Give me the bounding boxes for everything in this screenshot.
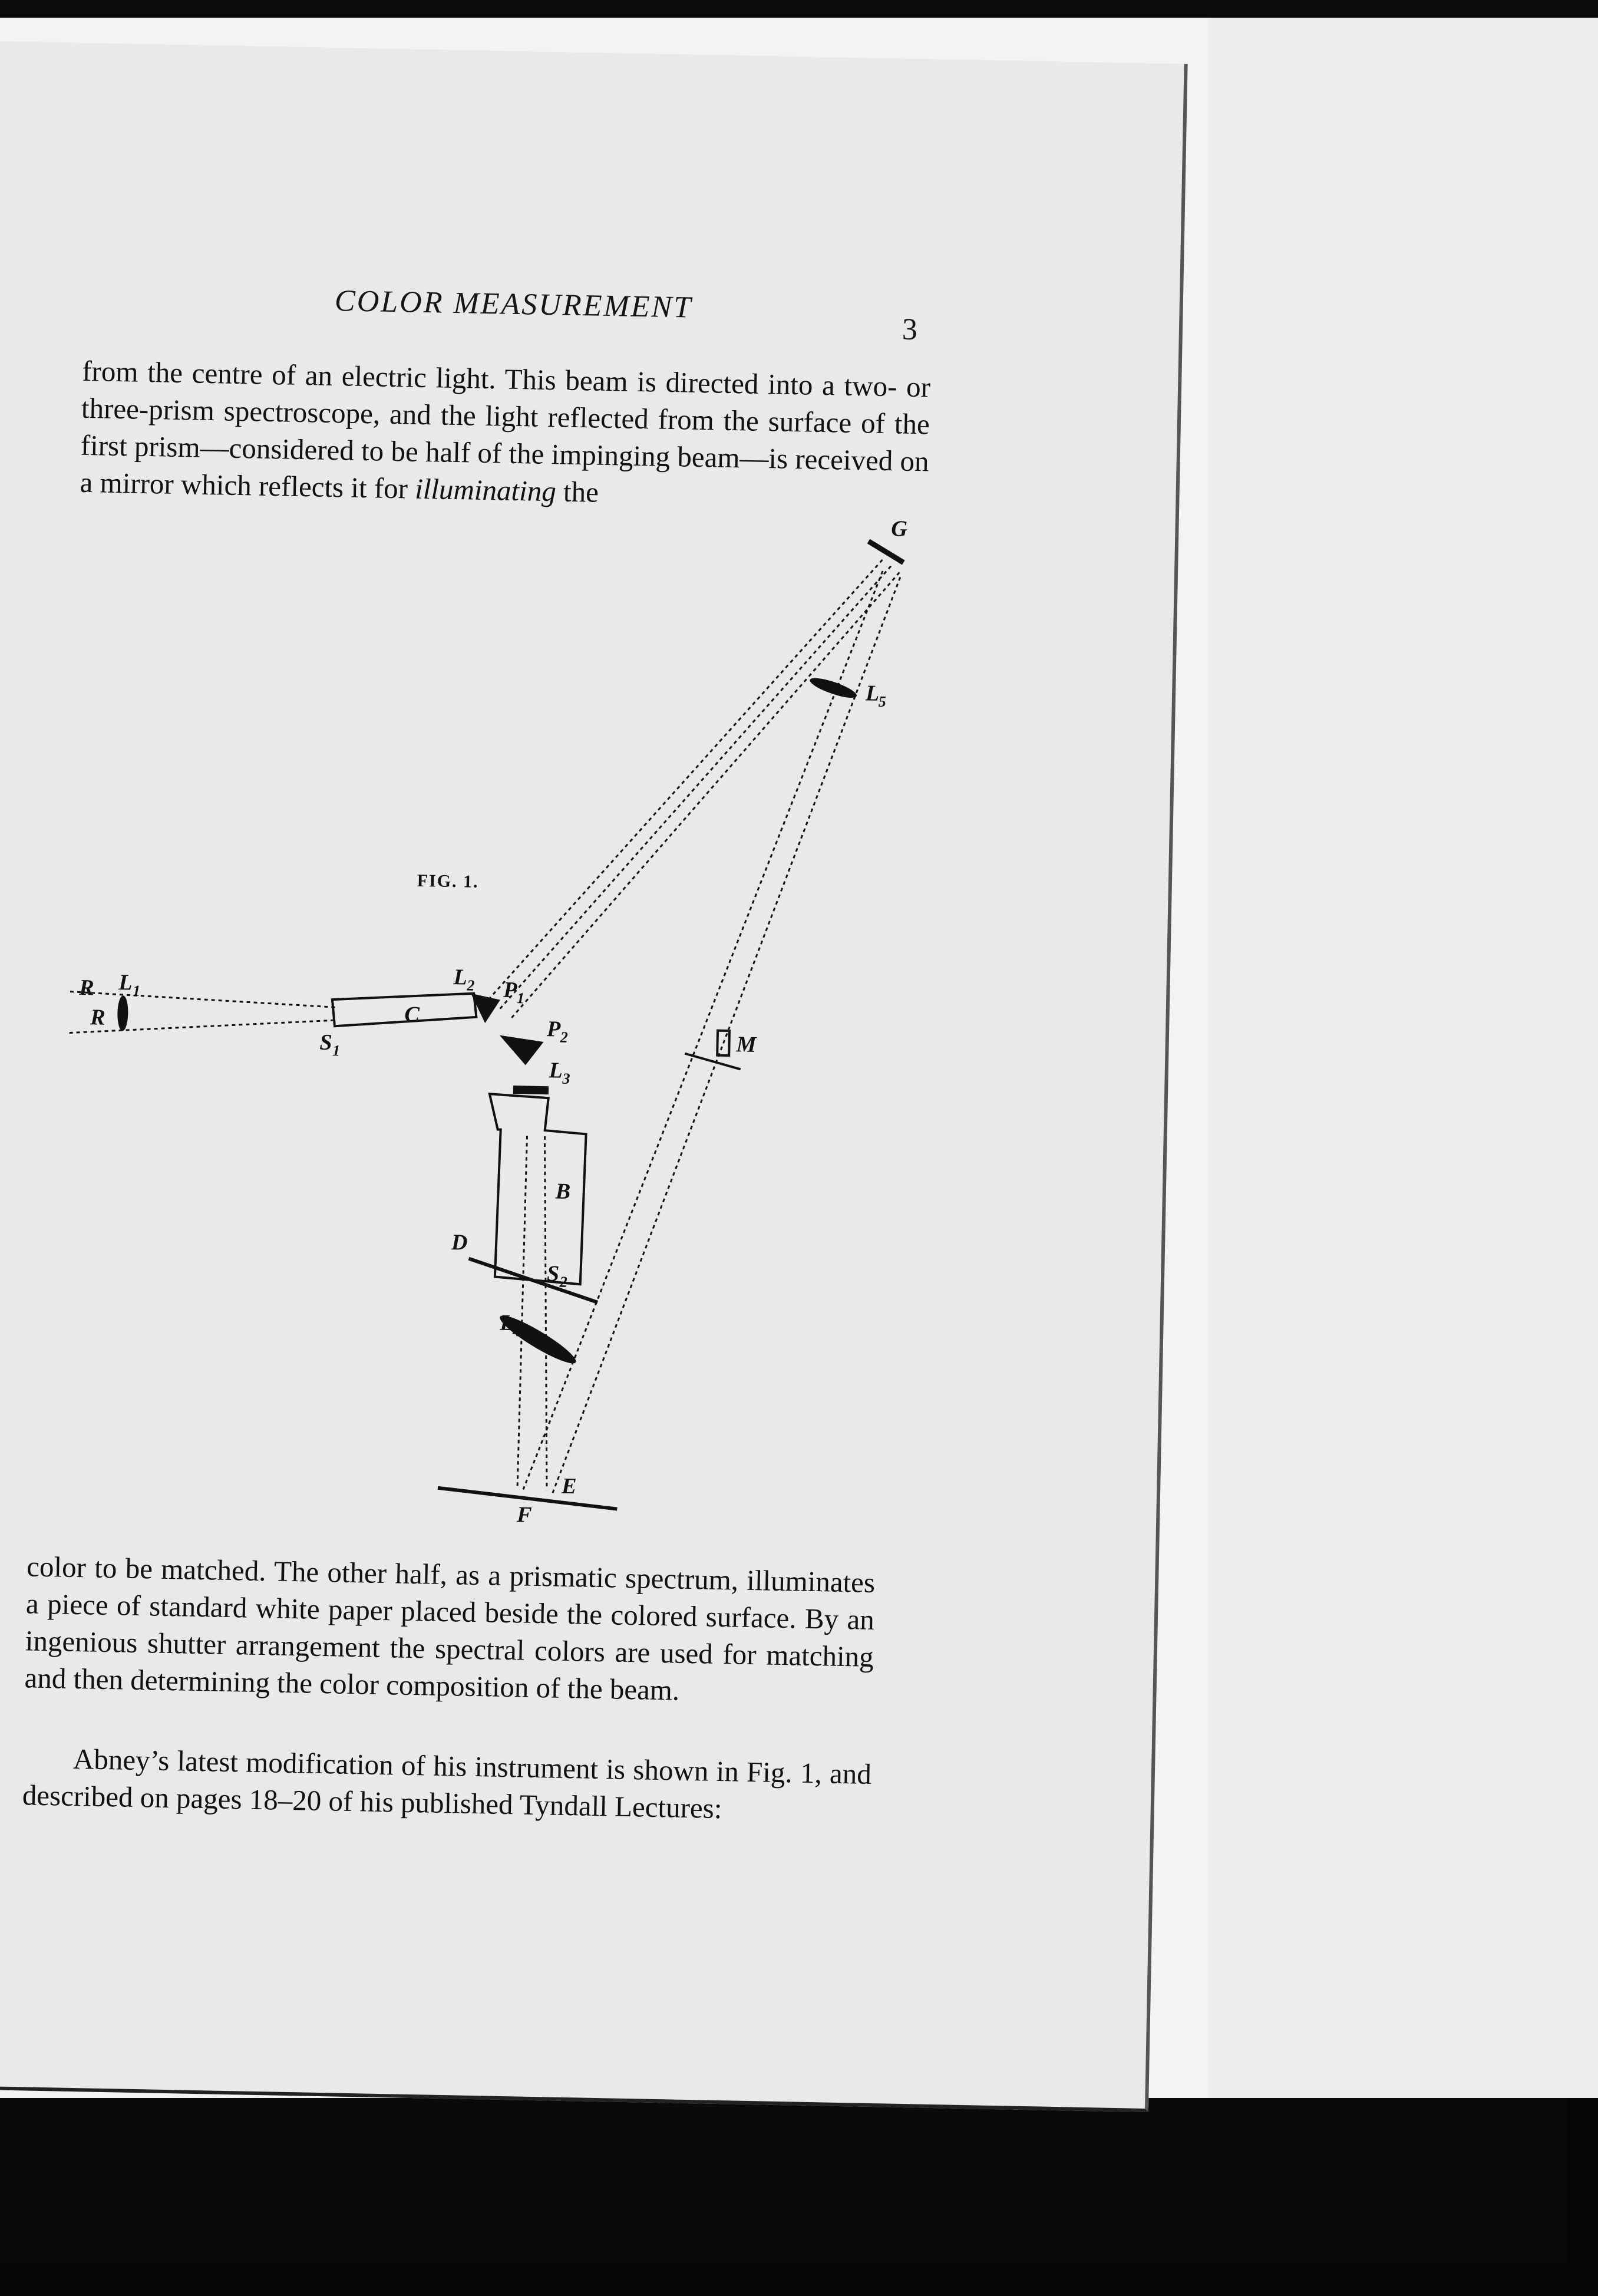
paragraph-2: color to be matched. The other half, as a prismatic spectrum, illuminates a piece of standard white paper placed beside the colored surface. By an ingenious shutter arrangement the spectral colors are used for matching and then determining the color composition of the beam. [24, 1550, 876, 1707]
label-r: R [78, 975, 94, 1001]
label-b: B [555, 1179, 571, 1204]
label-l2-sub: 2 [467, 977, 475, 994]
beam-prism-to-mirror-3 [511, 564, 900, 1025]
page-number: 3 [902, 312, 918, 347]
label-l3: L [549, 1058, 563, 1083]
label-d: D [451, 1230, 468, 1255]
label-l1: L [118, 970, 133, 995]
label-p1: P [503, 977, 517, 1003]
label-l3-sub: 3 [562, 1070, 570, 1087]
label-l2: L [453, 965, 468, 990]
book-page [0, 41, 1188, 2112]
shutter-m-stand [685, 1054, 741, 1070]
box-b [486, 1094, 587, 1284]
label-s2-sub: 2 [559, 1273, 568, 1291]
screen-d [468, 1259, 598, 1302]
label-l4: L [500, 1310, 514, 1336]
beam-source-lower [70, 1015, 335, 1038]
label-p2: P [546, 1017, 561, 1042]
scan-background [1208, 18, 1598, 2098]
label-g: G [890, 516, 908, 542]
running-head: COLOR MEASUREMENT [334, 283, 693, 325]
lens-l1 [117, 995, 128, 1031]
label-l1-sub: 1 [132, 982, 141, 999]
mirror-g [868, 541, 904, 562]
label-c: C [404, 1002, 420, 1027]
label-s1-sub: 1 [332, 1042, 341, 1060]
label-l4-sub: 4 [512, 1322, 521, 1340]
scan-bottom-border [0, 2098, 1598, 2296]
label-p2-sub: 2 [560, 1028, 569, 1046]
label-l5-sub: 5 [878, 692, 887, 711]
paragraph-1-text: from the centre of an electric light. This beam is directed into a two- or three-prism spectroscope, and the light reflected from the surface of the first prism—considered to be half of the impinging beam—is received on a mirror which reflects it for [80, 354, 931, 505]
label-r-second: R [90, 1005, 105, 1030]
label-p1-sub: 1 [516, 989, 525, 1007]
label-s2: S [546, 1261, 560, 1286]
label-s1: S [319, 1030, 333, 1055]
figure-caption: FIG. 1. [417, 870, 479, 892]
label-l5: L [865, 681, 880, 706]
lens-l3 [513, 1086, 549, 1094]
paragraph-1-end: the [556, 475, 599, 509]
label-m: M [736, 1032, 757, 1057]
beam-prism-to-mirror-1 [488, 552, 883, 1007]
beam-through-tube-2 [538, 1136, 554, 1490]
emphasis-illuminating: illuminating [414, 472, 557, 508]
scan-top-border [0, 0, 1598, 18]
beam-through-tube-1 [517, 1136, 527, 1489]
beam-prism-to-mirror-2 [500, 558, 892, 1016]
beam-mirror-to-surface-1 [523, 565, 883, 1496]
beam-mirror-to-surface-2 [553, 571, 900, 1499]
beam-source-upper [70, 992, 335, 1008]
label-e: E [561, 1473, 577, 1499]
paragraph-3: Abney’s latest modification of his instrument is shown in Fig. 1, and described on pages 18–20 of his published Tyndall Lectures: [22, 1742, 872, 1825]
label-f: F [516, 1502, 532, 1528]
prism-p2 [499, 1035, 544, 1065]
